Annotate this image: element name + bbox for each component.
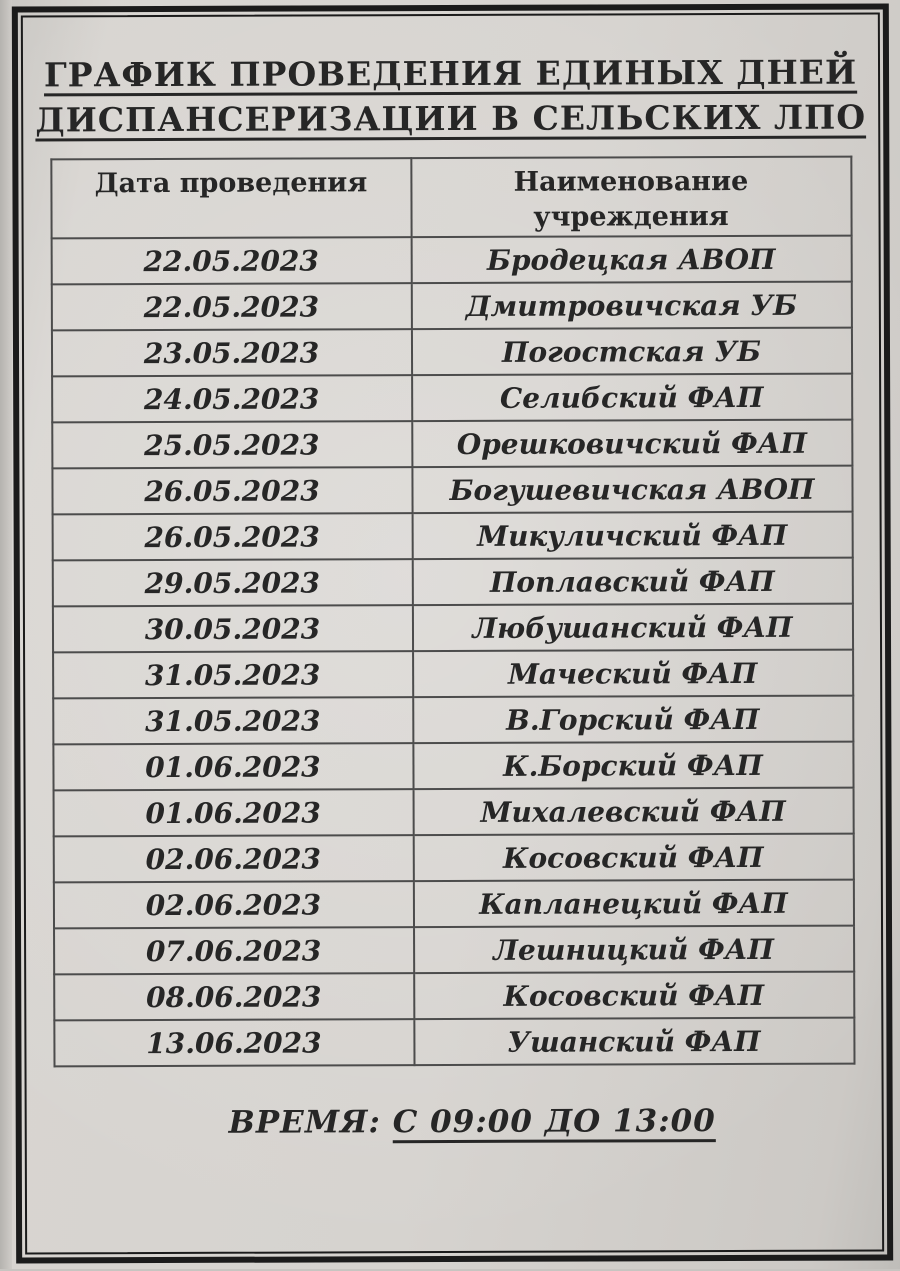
facility-cell: Селибский ФАП	[412, 374, 852, 422]
date-cell: 08.06.2023	[54, 973, 414, 1020]
time-note	[27, 1103, 882, 1142]
schedule-table	[50, 156, 855, 1068]
date-cell: 22.05.2023	[51, 237, 411, 284]
facility-cell: Лешницкий ФАП	[414, 926, 854, 974]
date-cell: 22.05.2023	[51, 283, 411, 330]
facility-cell: Дмитровичская УБ	[411, 282, 851, 330]
facility-cell: Ушанский ФАП	[414, 1018, 854, 1066]
date-cell: 26.05.2023	[52, 467, 412, 514]
time-value: С 09:00 ДО 13:00	[392, 1103, 716, 1141]
facility-cell: В.Горский ФАП	[413, 696, 853, 744]
date-cell: 02.06.2023	[53, 881, 413, 928]
table-row	[51, 328, 851, 377]
date-cell: 29.05.2023	[52, 559, 412, 606]
facility-cell: Любушанский ФАП	[412, 604, 852, 652]
table-row	[51, 236, 851, 285]
title-line-1: ГРАФИК ПРОВЕДЕНИЯ ЕДИНЫХ ДНЕЙ	[43, 52, 858, 95]
time-label: ВРЕМЯ:	[228, 1104, 381, 1142]
facility-cell: К.Борский ФАП	[413, 742, 853, 790]
facility-cell: Богушевичская АВОП	[412, 466, 852, 514]
date-cell: 31.05.2023	[53, 651, 413, 698]
table-row	[52, 512, 852, 561]
facility-cell: Маческий ФАП	[413, 650, 853, 698]
table-row	[52, 420, 852, 469]
table-row	[53, 696, 853, 745]
table-row	[51, 282, 851, 331]
facility-cell: Косовский ФАП	[414, 972, 854, 1020]
date-cell: 07.06.2023	[54, 927, 414, 974]
table-row	[54, 972, 854, 1021]
table-body	[51, 236, 854, 1067]
table-row	[53, 880, 853, 929]
table-header-row	[51, 157, 851, 239]
decorative-frame-inner	[21, 12, 884, 1254]
date-cell: 24.05.2023	[52, 375, 412, 422]
date-cell: 02.06.2023	[53, 835, 413, 882]
table-row	[54, 1018, 854, 1067]
facility-cell: Бродецкая АВОП	[411, 236, 851, 284]
facility-cell: Микуличский ФАП	[412, 512, 852, 560]
table-row	[53, 650, 853, 699]
date-cell: 25.05.2023	[52, 421, 412, 468]
facility-cell: Капланецкий ФАП	[413, 880, 853, 928]
decorative-frame	[12, 3, 893, 1263]
table-row	[52, 374, 852, 423]
column-header-date: Дата проведения	[51, 158, 411, 238]
table-row	[53, 742, 853, 791]
document-content	[23, 15, 882, 1253]
table-row	[52, 466, 852, 515]
facility-cell: Михалевский ФАП	[413, 788, 853, 836]
date-cell: 23.05.2023	[51, 329, 411, 376]
facility-cell: Поплавский ФАП	[412, 558, 852, 606]
date-cell: 30.05.2023	[52, 605, 412, 652]
table-row	[54, 926, 854, 975]
column-header-facility: Наименование учреждения	[411, 157, 851, 238]
table-row	[53, 834, 853, 883]
table-row	[53, 788, 853, 837]
date-cell: 13.06.2023	[54, 1019, 414, 1066]
date-cell: 01.06.2023	[53, 743, 413, 790]
title-line-2: ДИСПАНСЕРИЗАЦИИ В СЕЛЬСКИХ ЛПО	[35, 97, 867, 139]
date-cell: 31.05.2023	[53, 697, 413, 744]
facility-cell: Орешковичский ФАП	[412, 420, 852, 468]
date-cell: 26.05.2023	[52, 513, 412, 560]
facility-cell: Погостская УБ	[411, 328, 851, 376]
document-title	[23, 51, 878, 143]
date-cell: 01.06.2023	[53, 789, 413, 836]
table-row	[52, 558, 852, 607]
table-row	[52, 604, 852, 653]
facility-cell: Косовский ФАП	[413, 834, 853, 882]
